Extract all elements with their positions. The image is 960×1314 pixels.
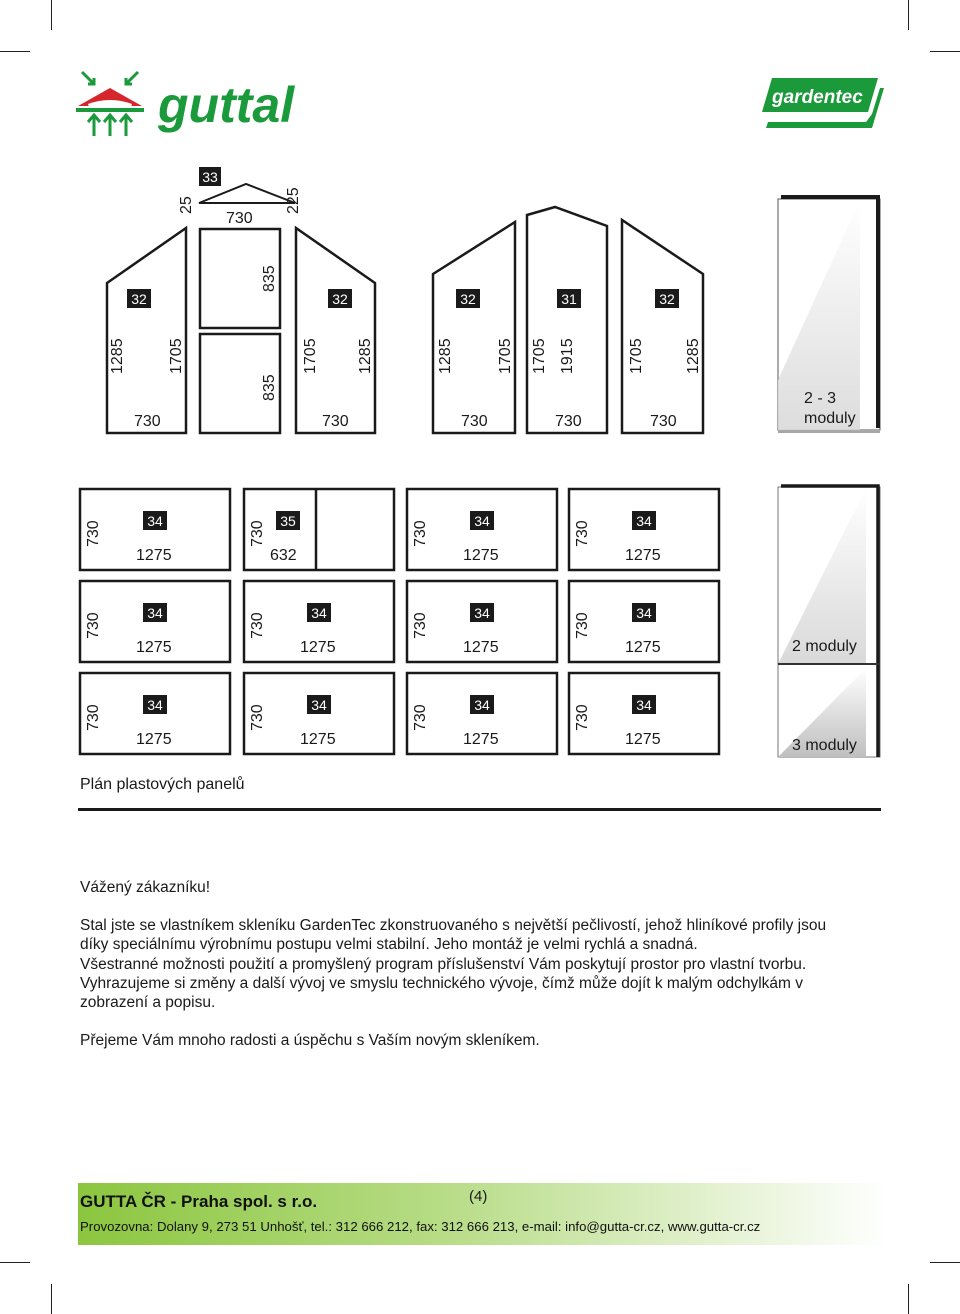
dimension-label: 1705: [531, 338, 548, 374]
gardentec-wordmark: gardentec: [772, 87, 863, 108]
dimension-label: 730: [574, 520, 591, 547]
dimension-label: 730: [574, 704, 591, 731]
dimension-label: 730: [412, 612, 429, 639]
dimension-label: 1285: [437, 338, 454, 374]
paragraph: Přejeme Vám mnoho radosti a úspěchu s Vaším novým skleníkem.: [80, 1032, 540, 1050]
dimension-label: 730: [461, 413, 488, 430]
module-label: 2 moduly: [792, 638, 857, 655]
greeting: Vážený zákazníku!: [80, 879, 211, 896]
code-label: 32: [131, 291, 147, 307]
side-panel: [244, 489, 394, 570]
crop-mark: [930, 1262, 960, 1263]
code-label: 32: [460, 291, 476, 307]
dimension-label: 1275: [136, 639, 172, 656]
company-name: GUTTA ČR - Praha spol. s r.o.: [80, 1192, 318, 1211]
back-gable-panels: [433, 207, 703, 433]
dimension-label: 1275: [463, 731, 499, 748]
page-number: (4): [469, 1188, 488, 1205]
dimension-label: 730: [226, 210, 253, 227]
code-label: 31: [561, 291, 577, 307]
crop-mark: [0, 1262, 30, 1263]
code-label: 34: [636, 605, 652, 621]
module-label: 3 moduly: [792, 737, 857, 754]
code-label: 34: [147, 697, 163, 713]
dimension-label: 730: [249, 520, 266, 547]
dimension-label: 730: [412, 704, 429, 731]
dimension-label: 730: [249, 612, 266, 639]
code-label: 32: [332, 291, 348, 307]
diagram-caption: Plán plastových panelů: [80, 776, 245, 793]
dimension-label: 835: [261, 374, 278, 401]
module-label: moduly: [804, 410, 856, 427]
crop-mark: [51, 1284, 52, 1314]
paragraph: Všestranné možnosti použití a promyšlený program příslušenství Vám poskytují prostor pro vlastní tvorbu.: [80, 955, 807, 973]
dimension-label: 1705: [168, 338, 185, 374]
code-label: 34: [474, 697, 490, 713]
dimension-label: 25: [178, 196, 195, 214]
code-label: 34: [147, 605, 163, 621]
roof-triangle-panel: [178, 167, 302, 227]
dimension-label: 1275: [136, 731, 172, 748]
dimension-label: 1705: [302, 338, 319, 374]
dimension-label: 730: [85, 704, 102, 731]
dimension-label: 1275: [136, 547, 172, 564]
paragraph: Stal jste se vlastníkem skleníku GardenTec zkonstruovaného s největší pečlivostí, jehož hliníkové profily jsou díky speciálnímu výrobnímu postupu velmi stabilní. Jeho montáž je velmi rychlá a snadná.: [80, 917, 827, 954]
dimension-label: 225: [285, 187, 302, 214]
module-box-2-3-modules: [778, 486, 880, 757]
dimension-label: 1285: [357, 338, 374, 374]
dimension-label: 730: [555, 413, 582, 430]
gable-panel: [107, 228, 186, 433]
dimension-label: 730: [249, 704, 266, 731]
module-label: 2 - 3: [804, 390, 837, 407]
code-label: 33: [202, 169, 218, 185]
dimension-label: 1275: [463, 639, 499, 656]
dimension-label: 730: [574, 612, 591, 639]
dimension-label: 1705: [497, 338, 514, 374]
gutta-wordmark: guttal: [158, 77, 295, 133]
code-label: 35: [280, 513, 296, 529]
divider: [78, 808, 881, 811]
dimension-label: 730: [650, 413, 677, 430]
dimension-label: 1275: [463, 547, 499, 564]
dimension-label: 835: [261, 265, 278, 292]
dimension-label: 730: [85, 612, 102, 639]
dimension-label: 730: [134, 413, 161, 430]
module-box-2-3: [778, 197, 880, 432]
dimension-label: 1705: [628, 338, 645, 374]
code-label: 34: [474, 513, 490, 529]
code-label: 34: [311, 605, 327, 621]
code-label: 34: [636, 697, 652, 713]
dimension-label: 730: [85, 520, 102, 547]
code-label: 34: [311, 697, 327, 713]
dimension-label: 1285: [109, 338, 126, 374]
customer-letter: [80, 878, 840, 1050]
code-label: 34: [474, 605, 490, 621]
paragraph: Vyhrazujeme si změny a další vývoj ve smyslu technického vývoje, čímž může dojít k malým odchylkám v zobrazení a popisu.: [80, 974, 804, 1012]
side-panels-grid: [80, 489, 719, 754]
dimension-label: 730: [412, 520, 429, 547]
dimension-label: 730: [322, 413, 349, 430]
door-panel-bottom: [200, 334, 280, 433]
dimension-label: 1915: [559, 338, 576, 374]
door-panel-top: [200, 229, 280, 328]
dimension-label: 1275: [625, 731, 661, 748]
company-address: Provozovna: Dolany 9, 273 51 Unhošť, tel.: 312 666 212, fax: 312 666 213, e-mail: info@gutta-cr.cz, www.gutta-cr.cz: [80, 1219, 761, 1234]
code-label: 32: [659, 291, 675, 307]
dimension-label: 1285: [685, 338, 702, 374]
code-label: 34: [147, 513, 163, 529]
crop-mark: [908, 1284, 909, 1314]
code-label: 34: [636, 513, 652, 529]
dimension-label: 632: [270, 547, 297, 564]
dimension-label: 1275: [300, 639, 336, 656]
gable-panel: [296, 228, 375, 433]
dimension-label: 1275: [300, 731, 336, 748]
dimension-label: 1275: [625, 547, 661, 564]
dimension-label: 1275: [625, 639, 661, 656]
